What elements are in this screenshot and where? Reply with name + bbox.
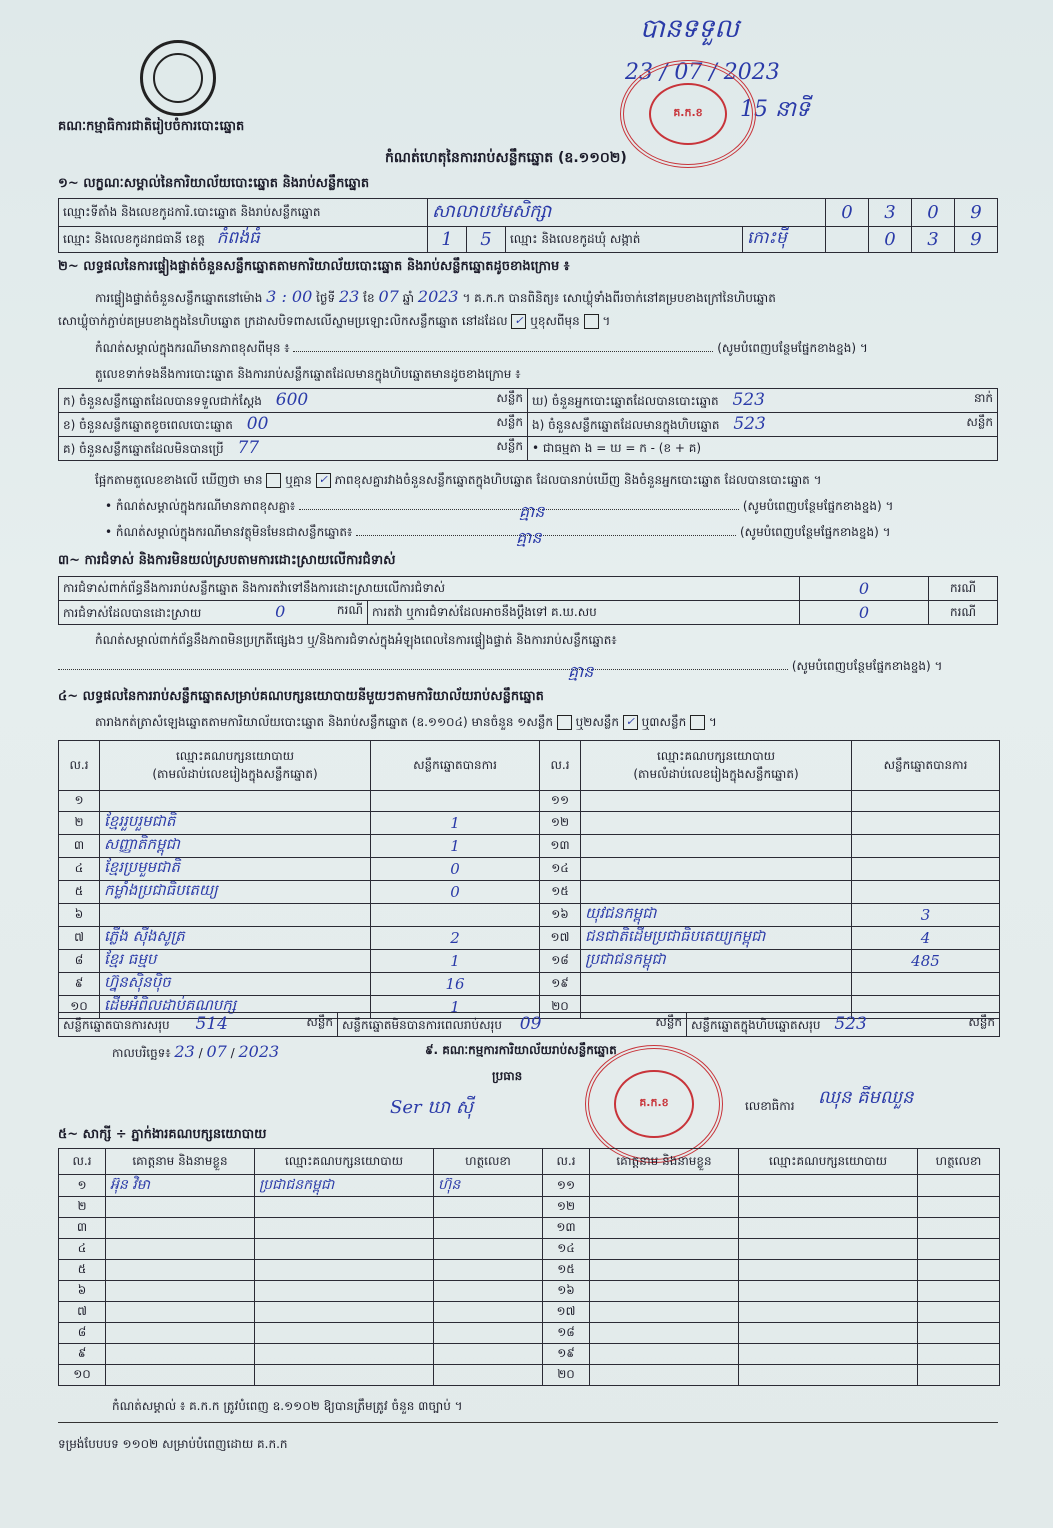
witness-no: ១១	[543, 1175, 590, 1197]
party-votes: 1	[371, 835, 540, 858]
witness-no: ៧	[59, 1302, 106, 1323]
party-no: ១៨	[540, 950, 581, 973]
party-votes	[852, 858, 1000, 881]
witness-name	[590, 1218, 739, 1239]
table-row	[59, 950, 1000, 973]
commune-label: ឈ្មោះ និងលេខកូដឃុំ សង្កាត់	[506, 227, 743, 253]
party-no: ២	[59, 812, 100, 835]
party-name: កម្លាំងប្រជាធិបតេយ្យ	[100, 881, 371, 904]
province-value: កំពង់ធំ	[216, 228, 260, 248]
party-name: ខ្មែររួបរួមជាតិ	[100, 812, 371, 835]
witness-name	[590, 1323, 739, 1344]
committee-seal-text: គ.ក.ខ	[614, 1070, 693, 1138]
province-row	[59, 227, 428, 253]
witness-no: ១០	[59, 1365, 106, 1386]
party-no: ៥	[59, 881, 100, 904]
section4-title: ៤~ លទ្ធផលនៃការរាប់សន្លឹកឆ្នោតសម្រាប់គណបក្សនយោបាយនីមួយៗតាមការិយាល័យរាប់សន្លឹកឆ្នោត	[58, 689, 544, 704]
commune-value: កោះម៉ី	[742, 227, 825, 253]
two-sheets-checkbox[interactable]: ✓	[623, 715, 638, 730]
party-name: ដើមអំពិលដាប់គណបក្ស	[100, 996, 371, 1019]
party-name: ខ្មែរប្រមួមជាតិ	[100, 858, 371, 881]
table-intro: តួលេខទាក់ទងនឹងការបោះឆ្នោត និងការរាប់សន្លឹកឆ្នោតដែលមានក្នុងហិបឆ្នោតមានដូចខាងក្រោម ៖	[95, 367, 521, 381]
spoiled-ballots: 00	[246, 414, 269, 434]
footer-divider	[58, 1422, 998, 1423]
witness-party	[739, 1175, 918, 1197]
objections-table: ការជំទាស់ពាក់ព័ន្ធនឹងការរាប់សន្លឹកឆ្នោត និងការតវ៉ាទៅនឹងការដោះស្រាយលើការជំទាស់ 0 ករណី ការជំទាស់ដែលបានដោះស្រាយ 0 ករណី ការតវ៉ា ឬការជំទាស់ដែលអាចនឹងប្ដឹងទៅ គ.ឃ.សប 0 ករណី	[58, 576, 998, 625]
witness-party: ប្រជាជនកម្ពុជា	[255, 1175, 434, 1197]
resolved-count: 0	[275, 602, 286, 621]
party-name	[581, 858, 852, 881]
witness-name	[106, 1281, 255, 1302]
witness-signature	[434, 1218, 543, 1239]
total-in-box: 523	[834, 1014, 867, 1034]
time-value: 3 : 00	[266, 287, 313, 306]
witness-party	[255, 1365, 434, 1386]
top-seal-text: គ.ក.ខ	[649, 83, 727, 145]
witness-name	[106, 1197, 255, 1218]
witness-signature	[918, 1323, 1000, 1344]
witness-no: ១	[59, 1175, 106, 1197]
witness-signature	[918, 1281, 1000, 1302]
section1-title: ១~ លក្ខណៈសម្គាល់នៃការិយាល័យបោះឆ្នោត និងរាប់សន្លឹកឆ្នោត	[58, 176, 370, 191]
party-no: ៩	[59, 973, 100, 996]
witness-party	[255, 1218, 434, 1239]
party-no: ១១	[540, 791, 581, 812]
witness-signature	[918, 1302, 1000, 1323]
party-no: ១	[59, 791, 100, 812]
year-value: 2023	[417, 287, 459, 306]
committee-seal-icon	[585, 1045, 723, 1163]
witness-party	[739, 1344, 918, 1365]
party-name	[100, 904, 371, 927]
party-votes: 1	[371, 950, 540, 973]
form-title: កំណត់ហេតុនៃការរាប់សន្លឹកឆ្នោត (ឧ.១១០២)	[385, 150, 627, 166]
witness-party	[739, 1197, 918, 1218]
polling-code-digit: 0	[912, 199, 955, 227]
polling-code-digit: 3	[869, 199, 912, 227]
object-note-line: • កំណត់សម្គាល់ក្នុងករណីមានវត្ថុមិនមែនជាសន្លឹកឆ្នោត៖ គ្មាន (សូមបំពេញបន្ថែមផ្នែកខាងខ្នង) ។	[105, 524, 1000, 542]
witness-table: ល.រ គោត្តនាម និងនាមខ្លួន ឈ្មោះគណបក្សនយោបាយ ហត្ថលេខា ល.រ គោត្តនាម និងនាមខ្លួន ឈ្មោះគណបក្សនយោបាយ ហត្ថលេខា ១ អ៊ុន វិមា ប្រជាជនកម្ពុជា ហ៊ុន ១១ ២ ១២ ៣ ១៣ ៤ ១៤ ៥ ១៥ ៦ ១៦ ៧ ១៧ ៨ ១៨ ៩ ១៩ ១០ ២០	[58, 1148, 1000, 1386]
party-name: ភ្លើង ស៊ីងសូត្រ	[100, 927, 371, 950]
party-votes: 1	[371, 812, 540, 835]
counts-table: ក) ចំនួនសន្លឹកឆ្នោតដែលបានទទួលជាក់ស្ដែង 600 សន្លឹក ឃ) ចំនួនអ្នកបោះឆ្នោតដែលបានបោះឆ្នោត 523 នាក់ ខ) ចំនួនសន្លឹកឆ្នោតខូចពេលបោះឆ្នោត 00 សន្លឹក ង) ចំនួនសន្លឹកឆ្នោតដែលមានក្នុងហិបឆ្នោត 523 សន្លឹក គ) ចំនួនសន្លឹកឆ្នោតដែលមិនបានប្រើ 77 សន្លឹក • ជាធម្មតា ង = ឃ = ក - (ខ + គ)	[58, 388, 998, 461]
irregularity-note-label: កំណត់សម្គាល់ពាក់ព័ន្ធនឹងភាពមិនប្រក្រតីផ្សេងៗ ឬ/និងការជំទាស់ក្នុងអំឡុងពេលនៃការផ្ទៀងផ្ទាត់ និងការរាប់សន្លឹកឆ្នោត៖	[95, 633, 617, 647]
witness-signature	[434, 1260, 543, 1281]
party-results-table: ល.រ ឈ្មោះគណបក្សនយោបាយ (តាមលំដាប់លេខរៀងក្នុងសន្លឹកឆ្នោត) សន្លឹកឆ្នោតបានការ ល.រ ឈ្មោះគណបក្សនយោបាយ (តាមលំដាប់លេខរៀងក្នុងសន្លឹកឆ្នោត) សន្លឹកឆ្នោតបានការ ១ ១១ ២ ខ្មែររួបរួមជាតិ 1 ១២ ៣ សញ្ញាតិកម្ពុជា 1 ១៣ ៤ ខ្មែរប្រមួមជាតិ 0 ១៤ ៥ កម្លាំងប្រជាធិបតេយ្យ 0 ១៥ ៦ ១៦ យុវជនកម្ពុជា 3 ៧ ភ្លើង ស៊ីងសូត្រ 2 ១៧ ជនជាតិដើមប្រជាធិបតេយ្យកម្ពុជា 4 ៨ ខ្មែរ ធម្មប 1 ១៨ ប្រជាជនកម្ពុជា 485 ៩ ហ្វ៊ុនស៊ិនប៉ិច 16 ១៩ ១០ ដើមអំពិលដាប់គណបក្ស 1 ២០	[58, 740, 1000, 1019]
party-votes	[852, 791, 1000, 812]
party-no: ១៤	[540, 858, 581, 881]
date-day: 23	[174, 1042, 195, 1061]
no-difference-checkbox[interactable]: ✓	[316, 473, 331, 488]
date-year: 2023	[238, 1042, 280, 1061]
witness-name	[590, 1260, 739, 1281]
witness-signature	[918, 1365, 1000, 1386]
section5-title: ៥~ សាក្សី ÷ ភ្នាក់ងារគណបក្សនយោបាយ	[58, 1127, 267, 1142]
witness-party	[739, 1239, 918, 1260]
total-valid: 514	[195, 1014, 228, 1034]
table-row	[59, 1239, 1000, 1260]
witness-party	[255, 1239, 434, 1260]
commune-code-digit: 9	[955, 227, 998, 253]
witness-party	[255, 1197, 434, 1218]
one-sheet-checkbox[interactable]	[557, 715, 572, 730]
table-row	[59, 927, 1000, 950]
witness-signature	[434, 1239, 543, 1260]
party-votes	[852, 973, 1000, 996]
party-votes	[371, 904, 540, 927]
chair-label: ប្រធាន	[492, 1069, 523, 1083]
or-not-label: ឬខុសពីមុន	[530, 314, 580, 328]
commune-code-digit: 0	[869, 227, 912, 253]
witness-no: ១៦	[543, 1281, 590, 1302]
witness-name	[590, 1302, 739, 1323]
witness-name: អ៊ុន វិមា	[106, 1175, 255, 1197]
witness-signature	[918, 1218, 1000, 1239]
witness-no: ១៣	[543, 1218, 590, 1239]
secretary-signature: ឈុន គីមឈួន	[818, 1087, 914, 1108]
table-row	[59, 1218, 1000, 1239]
objection-label: ការជំទាស់ពាក់ព័ន្ធនឹងការរាប់សន្លឹកឆ្នោត និងការតវ៉ាទៅនឹងការដោះស្រាយលើការជំទាស់	[59, 577, 800, 601]
verification-text: ។ គ.ក.ក បានពិនិត្យ៖ សោឃ្លុំទាំងពីរចាក់នៅគម្របខាងក្រៅនៃហិបឆ្នោត	[462, 291, 776, 305]
party-no: ៤	[59, 858, 100, 881]
party-votes: 3	[852, 904, 1000, 927]
chair-signature: Ser ឃា ស៊ី	[390, 1097, 474, 1118]
polling-code-digit: 0	[826, 199, 869, 227]
note-hint: (សូមបំពេញបន្ថែមផ្នែកខាងខ្នង) ។	[717, 341, 868, 355]
party-no: ២០	[540, 996, 581, 1019]
diff-note-line: • កំណត់សម្គាល់ក្នុងករណីមានភាពខុសគ្នា៖ គ្មាន (សូមបំពេញបន្ថែមផ្នែកខាងខ្នង) ។	[105, 498, 1000, 516]
table-row	[59, 1281, 1000, 1302]
witness-party	[739, 1281, 918, 1302]
party-name	[100, 791, 371, 812]
total-invalid: 09	[519, 1014, 542, 1034]
table-row	[59, 1344, 1000, 1365]
witness-party	[739, 1365, 918, 1386]
party-votes	[852, 812, 1000, 835]
table-row	[59, 1175, 1000, 1197]
party-name	[581, 973, 852, 996]
party-name: ខ្មែរ ធម្មប	[100, 950, 371, 973]
witness-signature	[434, 1323, 543, 1344]
date-month: 07	[206, 1042, 227, 1061]
commune-code-digit: 3	[912, 227, 955, 253]
note-label: កំណត់សម្គាល់ក្នុងករណីមានភាពខុសពីមុន ៖	[95, 341, 290, 355]
witness-signature	[434, 1197, 543, 1218]
date-line: កាលបរិច្ឆេទ៖ 23 / 07 / 2023	[112, 1042, 280, 1061]
party-no: ៨	[59, 950, 100, 973]
party-no: ១៥	[540, 881, 581, 904]
party-votes: 16	[371, 973, 540, 996]
appeal-label: ការតវ៉ា ឬការជំទាស់ដែលអាចនឹងប្ដឹងទៅ គ.ឃ.សប	[368, 601, 800, 625]
witness-signature	[918, 1197, 1000, 1218]
party-votes: 1	[371, 996, 540, 1019]
witness-signature	[434, 1344, 543, 1365]
witness-no: ៨	[59, 1323, 106, 1344]
party-name: សញ្ញាតិកម្ពុជា	[100, 835, 371, 858]
witness-party	[255, 1302, 434, 1323]
party-votes	[852, 835, 1000, 858]
table-row	[59, 858, 1000, 881]
witness-no: ១៧	[543, 1302, 590, 1323]
witness-signature	[434, 1302, 543, 1323]
party-name: ហ្វ៊ុនស៊ិនប៉ិច	[100, 973, 371, 996]
witness-name	[590, 1281, 739, 1302]
witness-signature	[434, 1281, 543, 1302]
witness-party	[739, 1302, 918, 1323]
witness-name	[106, 1302, 255, 1323]
witness-name	[590, 1239, 739, 1260]
table-row	[59, 1260, 1000, 1281]
witness-signature	[918, 1260, 1000, 1281]
day-label: ថ្ងៃទី	[316, 291, 336, 305]
witness-name	[590, 1365, 739, 1386]
diff-note-value: គ្មាន	[519, 502, 545, 521]
party-no: ១៩	[540, 973, 581, 996]
org-name: គណៈកម្មាធិការជាតិរៀបចំការបោះឆ្នោត	[58, 119, 245, 134]
witness-signature	[918, 1239, 1000, 1260]
received-date: 23 / 07 / 2023	[625, 60, 780, 85]
witness-party	[255, 1260, 434, 1281]
party-name: ជនជាតិដើមប្រជាធិបតេយ្យកម្ពុជា	[581, 927, 852, 950]
province-code-digit: 5	[467, 227, 506, 253]
table-row	[59, 1197, 1000, 1218]
province-label: ឈ្មោះ និងលេខកូដរាជធានី ខេត្ត	[63, 232, 205, 246]
witness-no: ៥	[59, 1260, 106, 1281]
witness-party	[255, 1344, 434, 1365]
party-name: ប្រជាជនកម្ពុជា	[581, 950, 852, 973]
witness-name	[106, 1218, 255, 1239]
party-no: ១៧	[540, 927, 581, 950]
totals-table: សន្លឹកឆ្នោតបានការសរុប 514 សន្លឹក សន្លឹកឆ្នោតមិនបានការពេលរាប់សរុប 09 សន្លឹក សន្លឹកឆ្នោតក្នុងហិបឆ្នោតសរុប 523 សន្លឹក	[58, 1012, 1000, 1037]
has-difference-checkbox[interactable]	[266, 473, 281, 488]
party-no: ១៣	[540, 835, 581, 858]
section3-title: ៣~ ការជំទាស់ និងការមិនយល់ស្របតាមការដោះស្រាយលើការជំទាស់	[58, 553, 396, 568]
unused-ballots: 77	[237, 438, 260, 458]
witness-no: ៣	[59, 1218, 106, 1239]
table-row	[59, 881, 1000, 904]
table-row	[59, 1365, 1000, 1386]
voters-count: 523	[732, 390, 765, 410]
party-no: ១២	[540, 812, 581, 835]
table-row	[59, 835, 1000, 858]
province-code-digit: 1	[428, 227, 467, 253]
party-name	[581, 812, 852, 835]
party-no: ៦	[59, 904, 100, 927]
section1-table	[58, 198, 998, 253]
party-name	[581, 791, 852, 812]
time-label: ការផ្ទៀងផ្ទាត់ចំនួនសន្លឹកឆ្នោតនៅម៉ោង	[95, 291, 263, 305]
footer-form-id: ទម្រង់បែបបទ ១១០២ សម្រាប់បំពេញដោយ គ.ក.ក	[58, 1437, 288, 1451]
witness-signature: ហ៊ុន	[434, 1175, 543, 1197]
witness-signature	[918, 1344, 1000, 1365]
witness-name	[590, 1175, 739, 1197]
month-label: ខែ	[363, 291, 375, 305]
party-no: ១០	[59, 996, 100, 1019]
witness-no: ១៥	[543, 1260, 590, 1281]
witness-party	[255, 1281, 434, 1302]
sheet-line: តារាងកត់ត្រាសំឡេងឆ្នោតតាមការិយាល័យបោះឆ្នោត និងរាប់សន្លឹកឆ្នោត (ឧ.១១០៤) មានចំនួន ១សន្លឹក ឬ២សន្លឹក ✓ ឬ៣សន្លឹក ។	[95, 715, 717, 729]
witness-name	[106, 1239, 255, 1260]
appeal-count: 0	[800, 601, 929, 625]
top-seal-icon	[620, 60, 756, 168]
table-row	[59, 973, 1000, 996]
witness-no: ២០	[543, 1365, 590, 1386]
witness-name	[590, 1344, 739, 1365]
month-value: 07	[378, 287, 399, 306]
objection-count: 0	[800, 577, 929, 601]
witness-name	[590, 1197, 739, 1218]
party-name	[581, 881, 852, 904]
committee-label: ៩. គណៈកម្មការការិយាល័យរាប់សន្លឹកឆ្នោត	[425, 1043, 617, 1057]
table-row	[59, 904, 1000, 927]
table-row	[59, 1302, 1000, 1323]
witness-party	[739, 1260, 918, 1281]
received-time: 15 នាទី	[740, 97, 810, 122]
witness-no: ៤	[59, 1239, 106, 1260]
polling-code-digit: 9	[955, 199, 998, 227]
witness-no: ២	[59, 1197, 106, 1218]
different-checkbox[interactable]	[584, 314, 599, 329]
witness-signature	[918, 1175, 1000, 1197]
witness-signature	[434, 1365, 543, 1386]
witness-party	[739, 1323, 918, 1344]
verification-line2: សោឃ្លុំចាក់ភ្ជាប់គម្របខាងក្នុងនៃហិបឆ្នោត ក្រដាសបិទពាសលើស្នាមប្រឡោះលិកសន្លឹកឆ្នោត នៅដដែល ✓ ឬខុសពីមុន ។	[58, 314, 611, 328]
same-checkbox[interactable]: ✓	[511, 314, 526, 329]
table-row	[59, 791, 1000, 812]
witness-no: ១៨	[543, 1323, 590, 1344]
secretary-label: លេខាធិការ	[745, 1099, 795, 1113]
witness-no: ១៤	[543, 1239, 590, 1260]
party-no: ១៦	[540, 904, 581, 927]
party-votes: 0	[371, 881, 540, 904]
party-votes: 2	[371, 927, 540, 950]
formula: • ជាធម្មតា ង = ឃ = ក - (ខ + គ)	[528, 437, 998, 461]
polling-label: ឈ្មោះទីតាំង និងលេខកូដការិ.បោះឆ្នោត និងរាប់សន្លឹកឆ្នោត	[59, 199, 428, 227]
note-line	[95, 340, 1000, 358]
party-votes: 0	[371, 858, 540, 881]
polling-value: សាលាបឋមសិក្សា	[428, 199, 826, 227]
witness-no: ៩	[59, 1344, 106, 1365]
table-row	[59, 812, 1000, 835]
witness-party	[255, 1323, 434, 1344]
compare-line: ផ្អែកតាមតួលេខខាងលើ ឃើញថា មាន ឬគ្មាន ✓ ភាពខុសគ្នារវាងចំនួនសន្លឹកឆ្នោតក្នុងហិបឆ្នោត ដែលបានរាប់ឃើញ និងចំនួនអ្នកបោះឆ្នោត ដែលបានបោះឆ្នោត ។	[95, 473, 822, 487]
witness-no: ៦	[59, 1281, 106, 1302]
party-no: ៣	[59, 835, 100, 858]
witness-name	[106, 1365, 255, 1386]
witness-no: ១២	[543, 1197, 590, 1218]
ballots-in-box: 523	[733, 414, 766, 434]
party-votes	[371, 791, 540, 812]
emblem-icon	[140, 40, 216, 116]
witness-no: ១៩	[543, 1344, 590, 1365]
year-label: ឆ្នាំ	[402, 291, 415, 305]
party-name: យុវជនកម្ពុជា	[581, 904, 852, 927]
object-note-value: គ្មាន	[516, 528, 542, 547]
party-votes	[852, 881, 1000, 904]
party-name	[581, 835, 852, 858]
received-note: បានទទួល	[640, 14, 740, 44]
received-ballots: 600	[275, 390, 309, 410]
verification-paragraph	[95, 287, 995, 308]
table-row	[59, 1323, 1000, 1344]
party-votes: 4	[852, 927, 1000, 950]
day-value: 23	[338, 287, 360, 306]
three-sheets-checkbox[interactable]	[690, 715, 705, 730]
witness-name	[106, 1323, 255, 1344]
irregularity-note-line: គ្មាន (សូមបំពេញបន្ថែមផ្នែកខាងខ្នង) ។	[58, 658, 1000, 676]
witness-name	[106, 1260, 255, 1281]
witness-name	[106, 1344, 255, 1365]
section2-title: ២~ លទ្ធផលនៃការផ្ទៀងផ្ទាត់ចំនួនសន្លឹកឆ្នោតតាមការិយាល័យបោះឆ្នោត និងរាប់សន្លឹកឆ្នោតដូចខាងក្រោម ៖	[58, 259, 570, 274]
witness-party	[739, 1218, 918, 1239]
party-no: ៧	[59, 927, 100, 950]
party-votes: 485	[852, 950, 1000, 973]
footer-note: កំណត់សម្គាល់ ៖ គ.ក.ក ត្រូវបំពេញ ឧ.១១០២ ឱ្យបានត្រឹមត្រូវ ចំនួន ៣ច្បាប់ ។	[112, 1399, 463, 1413]
irregularity-note-value: គ្មាន	[568, 662, 594, 681]
